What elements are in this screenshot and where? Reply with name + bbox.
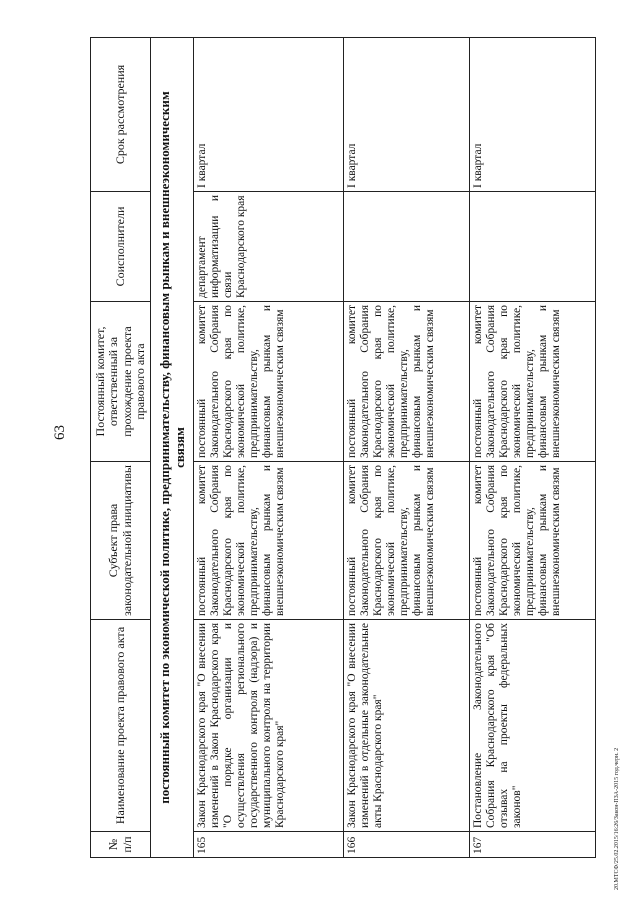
rotated-table-container — [90, 38, 590, 858]
row-committee: постоянный комитет Законодательного Собрания Краснодарского края по экономической политике, предпринимательству, финансовым рынкам и внешнеэкономическим связям — [470, 302, 596, 462]
row-co-executors — [344, 192, 470, 302]
row-term: I квартал — [194, 38, 344, 192]
row-co-executors — [470, 192, 596, 302]
row-subject: постоянный комитет Законодательного Собрания Краснодарского края по экономической политике, предпринимательству, финансовым рынкам и внешнеэкономическим связям — [344, 462, 470, 620]
page-number: 63 — [52, 425, 68, 440]
table-row — [344, 38, 470, 858]
row-num: 167 — [470, 832, 596, 858]
row-num: 165 — [194, 832, 344, 858]
header-subject: Субъект права законодательной инициативы — [91, 462, 151, 620]
row-co-executors: департамент информатизации и связи Краснодарского края — [194, 192, 344, 302]
row-subject: постоянный комитет Законодательного Собрания Краснодарского края по экономической политике, предпринимательству, финансовым рынкам и внешнеэкономическим связям — [470, 462, 596, 620]
header-co-executors: Соисполнители — [91, 192, 151, 302]
row-term: I квартал — [470, 38, 596, 192]
row-num: 166 — [344, 832, 470, 858]
table-row — [194, 38, 344, 858]
section-title: постоянный комитет по экономической политике, предпринимательству, финансовым рынкам и внешнеэкономическим связям — [151, 38, 194, 858]
table-header-row — [91, 38, 151, 858]
header-term: Срок рассмотрения — [91, 38, 151, 192]
header-num: № п/п — [91, 832, 151, 858]
header-name: Наименование проекта правового акта — [91, 620, 151, 832]
section-row — [151, 38, 194, 858]
row-committee: постоянный комитет Законодательного Собрания Краснодарского края по экономической политике, предпринимательству, финансовым рынкам и внешнеэкономическим связям — [344, 302, 470, 462]
row-name: Закон Краснодарского края "О внесении изменений в отдельные законодательные акты Краснодарского края" — [344, 620, 470, 832]
row-name: Постановление Законодательного Собрания Краснодарского края "Об отзывах на проекты федеральных законов" — [470, 620, 596, 832]
table-row — [470, 38, 596, 858]
footer-stamp: 20.МТСФ/25.02.2015/16:26/Закон-ПЗА-2015 год.черн. 2 — [614, 747, 620, 890]
row-committee: постоянный комитет Законодательного Собрания Краснодарского края по экономической политике, предпринимательству, финансовым рынкам и внешнеэкономическим связям — [194, 302, 344, 462]
header-committee: Постоянный комитет, ответственный за прохождение проекта правового акта — [91, 302, 151, 462]
legislation-plan-table — [90, 37, 596, 858]
row-term: I квартал — [344, 38, 470, 192]
row-name: Закон Краснодарского края "О внесении изменений в Закон Краснодарского края "О порядке организации и осуществления регионального государственного контроля (надзора) и муниципального контроля на территории Краснодарского края" — [194, 620, 344, 832]
row-subject: постоянный комитет Законодательного Собрания Краснодарского края по экономической политике, предпринимательству, финансовым рынкам и внешнеэкономическим связям — [194, 462, 344, 620]
